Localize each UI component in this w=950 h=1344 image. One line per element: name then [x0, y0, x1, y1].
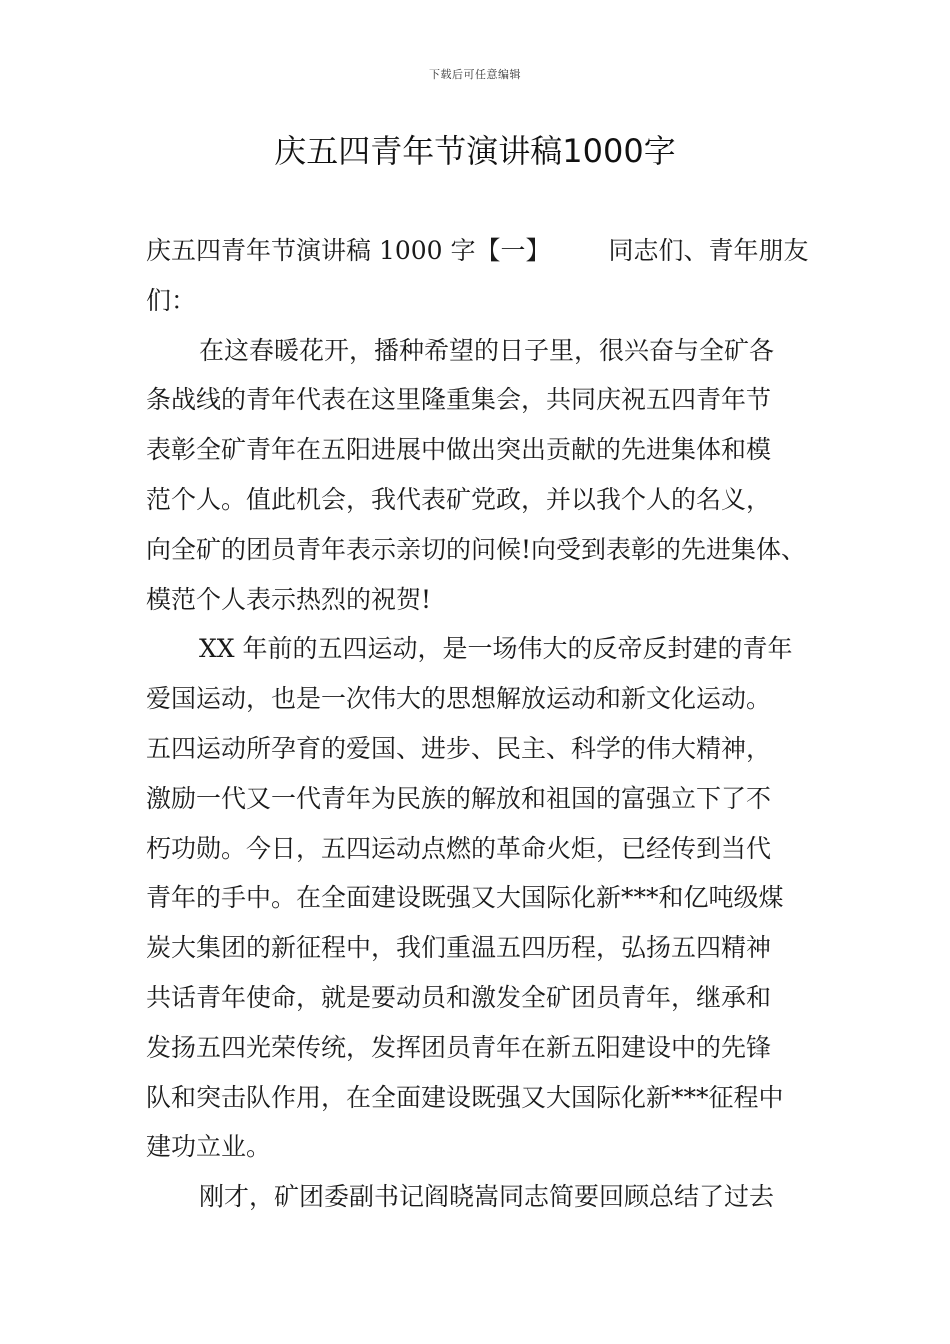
- paragraph-line: 发扬五四光荣传统，发挥团员青年在新五阳建设中的先锋: [146, 1032, 772, 1062]
- document-title: 庆五四青年节演讲稿1000字: [274, 132, 676, 170]
- paragraph-2: [146, 624, 826, 1172]
- paragraph-line: 刚才，矿团委副书记阎晓嵩同志简要回顾总结了过去: [199, 1182, 775, 1212]
- paragraph-line: 表彰全矿青年在五阳进展中做出突出贡献的先进集体和模: [146, 435, 772, 465]
- paragraph-line: 青年的手中。在全面建设既强又大国际化新***和亿吨级煤: [146, 883, 784, 913]
- paragraph-line: 建功立业。: [146, 1132, 272, 1162]
- paragraph-line: 条战线的青年代表在这里隆重集会，共同庆祝五四青年节: [146, 385, 772, 415]
- paragraph-line: 向全矿的团员青年表示亲切的问候!向受到表彰的先进集体、: [146, 534, 807, 564]
- paragraph-line: 五四运动所孕育的爱国、进步、民主、科学的伟大精神，: [146, 733, 772, 763]
- paragraph-line: 模范个人表示热烈的祝贺!: [146, 584, 432, 614]
- salutation-line-2: 们：: [146, 285, 197, 315]
- salutation-line-1: 同志们、青年朋友: [608, 236, 809, 265]
- paragraph-line: 在这春暖花开，播种希望的日子里，很兴奋与全矿各: [199, 335, 775, 365]
- paragraph-line: XX 年前的五四运动，是一场伟大的反帝反封建的青年: [199, 634, 793, 664]
- intro-heading: 庆五四青年节演讲稿 1000 字【一】: [146, 236, 551, 265]
- paragraph-line: 爱国运动，也是一次伟大的思想解放运动和新文化运动。: [146, 684, 772, 714]
- document-body: [146, 226, 826, 1222]
- paragraph-1: [146, 326, 826, 625]
- paragraph-3: [146, 1172, 826, 1222]
- paragraph-line: 队和突击队作用，在全面建设既强又大国际化新***征程中: [146, 1082, 784, 1112]
- paragraph-line: 激励一代又一代青年为民族的解放和祖国的富强立下了不: [146, 783, 772, 813]
- paragraph-line: 共话青年使命，就是要动员和激发全矿团员青年，继承和: [146, 982, 772, 1012]
- paragraph-line: 炭大集团的新征程中，我们重温五四历程，弘扬五四精神: [146, 933, 772, 963]
- paragraph-line: 朽功勋。今日，五四运动点燃的革命火炬，已经传到当代: [146, 833, 772, 863]
- paragraph-line: 范个人。值此机会，我代表矿党政，并以我个人的名义，: [146, 484, 772, 514]
- intro-line: [146, 226, 826, 276]
- header-note: 下载后可任意编辑: [429, 68, 521, 81]
